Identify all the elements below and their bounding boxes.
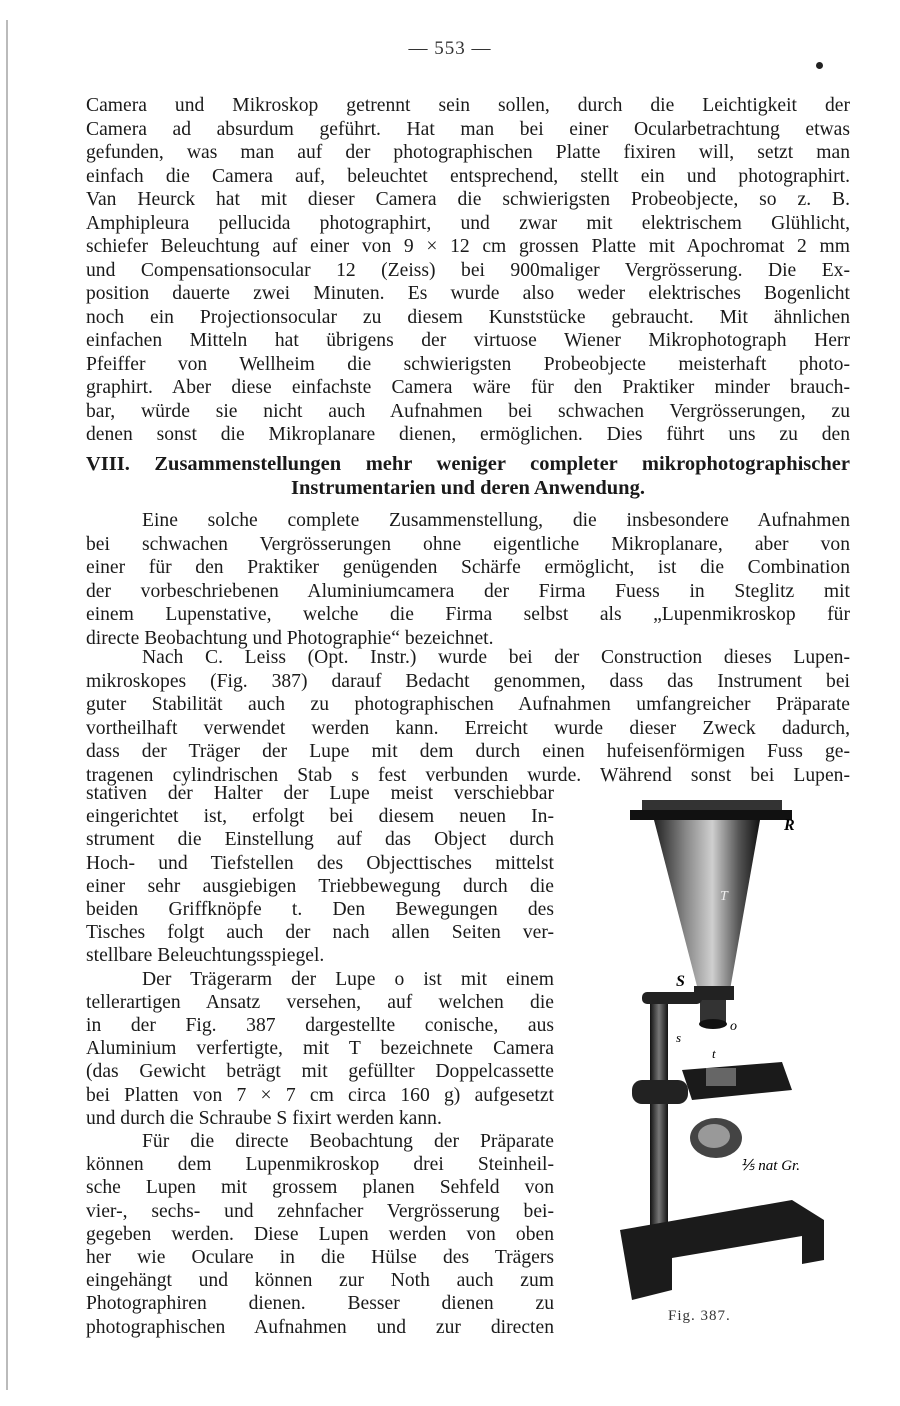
text-line: VIII. Zusammenstellungen mehr weniger completer mikrophotographischer bbox=[86, 453, 850, 475]
object-stage bbox=[682, 1062, 792, 1100]
ink-dot bbox=[816, 62, 823, 69]
text-line: strument die Einstellung auf das Object durch bbox=[86, 829, 554, 851]
text-line: schiefer Beleuchtung auf einer von 9 × 12 cm grossen Platte mit Apochromat 2 mm bbox=[86, 236, 850, 257]
text-line: einem Lupenstative, welche die Firma selbst als „Lupenmikroskop für bbox=[86, 604, 850, 625]
text-line: tellerartigen Ansatz versehen, auf welchen die bbox=[86, 991, 554, 1013]
section-heading bbox=[86, 452, 850, 500]
text-line: stativen der Halter der Lupe meist verschiebbar bbox=[86, 783, 554, 804]
text-line: Camera ad absurdum geführt. Hat man bei einer Ocularbetrachtung etwas bbox=[86, 118, 850, 140]
text-line: vier-, sechs- und zehnfacher Vergrösserung bei- bbox=[86, 1200, 554, 1222]
text-line: gegeben werden. Diese Lupen werden von oben bbox=[86, 1223, 554, 1245]
page-number: — 553 — bbox=[408, 38, 492, 59]
text-line: graphirt. Aber diese einfachste Camera wäre für den Praktiker minder brauch- bbox=[86, 377, 850, 398]
text-line: einer sehr ausgiebigen Triebbewegung durch die bbox=[86, 875, 554, 897]
text-line: Pfeiffer von Wellheim die schwierigsten Probeobjecte meisterhaft photo- bbox=[86, 353, 850, 375]
paragraph-3 bbox=[86, 646, 850, 787]
text-line: dass der Träger der Lupe mit dem durch einen hufeisenförmigen Fuss ge- bbox=[86, 741, 850, 762]
text-line: Instrumentarien und deren Anwendung. bbox=[291, 477, 645, 499]
text-line: noch ein Projectionsocular zu diesem Kunststücke gebraucht. Mit ähnlichen bbox=[86, 306, 850, 328]
figure-scale: ⅕ nat Gr. bbox=[740, 1158, 800, 1174]
text-line: Tisches folgt auch der nach allen Seiten ver- bbox=[86, 922, 554, 944]
text-line: photographischen Aufnahmen und zur directen bbox=[86, 1316, 554, 1338]
page-edge-shadow bbox=[6, 20, 8, 1390]
text-line: her wie Oculare in die Hülse des Trägers bbox=[86, 1247, 554, 1269]
text-line: gefunden, was man auf der photographischen Platte fixiren will, setzt man bbox=[86, 142, 850, 163]
text-line: einer für den Praktiker genügenden Schärfe ermöglicht, ist die Combination bbox=[86, 557, 850, 578]
text-line: bei Platten von 7 × 7 cm circa 160 g) aufgesetzt bbox=[86, 1084, 554, 1106]
text-line: Aluminium verfertigte, mit T bezeichnete Camera bbox=[86, 1038, 554, 1060]
text-line: tragenen cylindrischen Stab s fest verbunden wurde. Während sonst bei Lupen- bbox=[86, 764, 850, 786]
paragraph-1 bbox=[86, 94, 850, 447]
figure-label-e: e bbox=[690, 1105, 697, 1120]
paragraph-2 bbox=[86, 509, 850, 650]
cone-camera bbox=[654, 820, 760, 990]
text-line: Eine solche complete Zusammenstellung, die insbesondere Aufnahmen bbox=[142, 510, 850, 531]
text-line: (das Gewicht beträgt mit gefüllter Doppelcassette bbox=[86, 1061, 554, 1083]
text-line: vortheilhaft verwendet werden kann. Erreicht wurde dieser Zweck dadurch, bbox=[86, 717, 850, 739]
text-line: können dem Lupenmikroskop drei Steinheil- bbox=[86, 1154, 554, 1176]
text-line: Amphipleura pellucida photographirt, und zwar mit elektrischem Glühlicht, bbox=[86, 212, 850, 234]
text-line: Camera und Mikroskop getrennt sein sollen, durch die Leichtigkeit der bbox=[86, 95, 850, 116]
text-line: Photographiren dienen. Besser dienen zu bbox=[86, 1293, 554, 1315]
text-line: einfach die Camera auf, beleuchtet entsprechend, stellt ein und photographirt. bbox=[86, 165, 850, 187]
text-line: stellbare Beleuchtungsspiegel. bbox=[86, 945, 325, 967]
focus-knob bbox=[632, 1080, 688, 1104]
figure-label-T: T bbox=[720, 889, 728, 904]
text-line: eingehängt und können zur Noth auch zum bbox=[86, 1270, 554, 1292]
figure-label-s: s bbox=[676, 1030, 682, 1045]
microscope-illustration bbox=[592, 790, 852, 1310]
figure-caption: Fig. 387. bbox=[668, 1308, 731, 1324]
text-line: einfachen Mitteln hat übrigens der virtuose Wiener Mikrophotograph Herr bbox=[86, 330, 850, 351]
narrow-column-text bbox=[86, 782, 554, 1339]
figure-label-t: t bbox=[712, 1046, 716, 1061]
text-line: und durch die Schraube S fixirt werden kann. bbox=[86, 1107, 442, 1129]
text-line: denen sonst die Mikroplanare dienen, ermöglichen. Dies führt uns zu den bbox=[86, 424, 850, 445]
figure-label-S: S bbox=[676, 973, 685, 990]
camera-top-plate bbox=[642, 800, 782, 810]
text-line: guter Stabilität auch zu photographischen Aufnahmen umfangreicher Präparate bbox=[86, 694, 850, 715]
text-line: Hoch- und Tiefstellen des Objecttisches mittelst bbox=[86, 852, 554, 874]
text-line: sche Lupen mit grossem planen Sehfeld von bbox=[86, 1177, 554, 1199]
figure-label-o: o bbox=[730, 1019, 737, 1034]
text-line: eingerichtet ist, erfolgt bei diesem neuen In- bbox=[86, 806, 554, 828]
figure-label-R: R bbox=[784, 817, 795, 834]
text-line: directe Beobachtung und Photographie“ bezeichnet. bbox=[86, 627, 494, 649]
text-line: Für die directe Beobachtung der Präparate bbox=[142, 1131, 554, 1153]
text-line: Der Trägerarm der Lupe o ist mit einem bbox=[142, 968, 554, 990]
text-line: und Compensationsocular 12 (Zeiss) bei 900maliger Vergrösserung. Die Ex- bbox=[86, 259, 850, 281]
text-line: bei schwachen Vergrösserungen ohne eigentliche Mikroplanare, aber von bbox=[86, 533, 850, 555]
text-line: Nach C. Leiss (Opt. Instr.) wurde bei der Construction dieses Lupen- bbox=[142, 647, 850, 668]
text-line: bar, würde sie nicht auch Aufnahmen bei schwachen Vergrösserungen, zu bbox=[86, 400, 850, 422]
text-line: in der Fig. 387 dargestellte conische, aus bbox=[86, 1015, 554, 1037]
text-line: position dauerte zwei Minuten. Es wurde also weder elektrisches Bogenlicht bbox=[86, 283, 850, 304]
text-line: beiden Griffknöpfe t. Den Bewegungen des bbox=[86, 899, 554, 921]
text-line: mikroskopes (Fig. 387) darauf Bedacht genommen, dass das Instrument bei bbox=[86, 670, 850, 692]
support-rod bbox=[650, 1004, 668, 1244]
text-line: der vorbeschriebenen Aluminiumcamera der Firma Fuess in Steglitz mit bbox=[86, 580, 850, 602]
carrier-arm bbox=[642, 992, 702, 1004]
text-line: Van Heurck hat mit dieser Camera die schwierigsten Probeobjecte, so z. B. bbox=[86, 189, 850, 210]
